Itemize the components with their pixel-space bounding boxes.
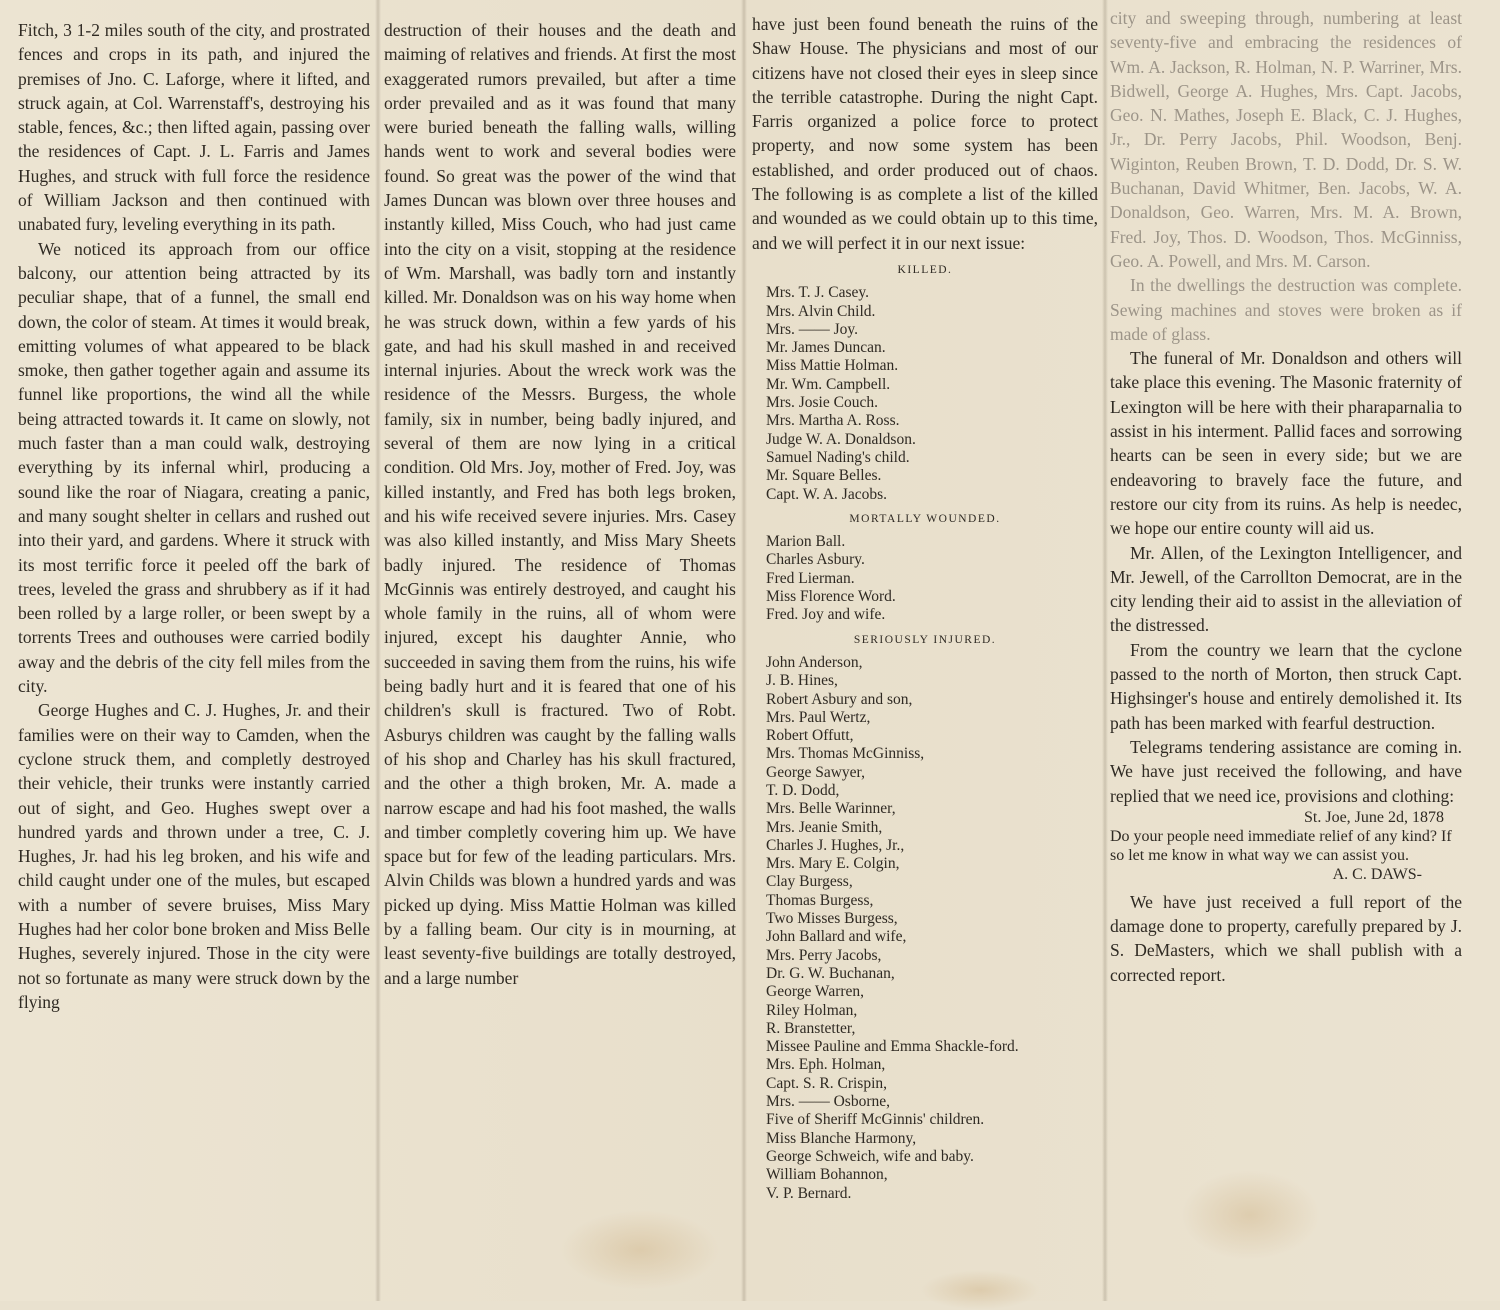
killed-name: Mr. Square Belles. <box>766 467 882 485</box>
seriously-injured-name: Mrs. —— Osborne, <box>766 1093 890 1111</box>
article-column-1 <box>18 18 370 1287</box>
paragraph: From the country we learn that the cyclone passed to the north of Morton, then struck Capt. Highsinger's house and entirely demolished it. Its path has been marked with fearful destruction. <box>1110 639 1462 733</box>
paragraph: have just been found beneath the ruins of the Shaw House. The physicians and most of our citizens have not closed their eyes in sleep since the terrible catastrophe. During the night Capt. Farris organized a police force to protect property, and now some system has been established, and order produced out of chaos. The following is as complete a list of the killed and wounded as we could obtain up to this time, and we will perfect it in our next issue: <box>752 14 1098 253</box>
seriously-injured-name: Missee Pauline and Emma Shackle-ford. <box>766 1038 1019 1056</box>
seriously-injured-name: Mrs. Mary E. Colgin, <box>766 855 900 873</box>
killed-name: Mr. Wm. Campbell. <box>766 375 891 393</box>
column-gutter <box>741 0 747 1301</box>
paragraph: The funeral of Mr. Donaldson and others will take place this evening. The Masonic fraternity of Lexington will be here with their pharaparnalia to assist in his interment. Pallid faces and sorrowing hearts can be seen in every side; but we are endeavoring to bravely face the future, and restore our city from its ruins. As help is needec, we hope our entire county will aid us. <box>1110 348 1462 539</box>
paragraph: Mr. Allen, of the Lexington Intelligencer, and Mr. Jewell, of the Carrollton Democrat, are in the city lending their aid to assist in the alleviation of the distressed. <box>1110 542 1462 636</box>
killed-name: Samuel Nading's child. <box>766 448 910 466</box>
killed-name: Mrs. Josie Couch. <box>766 394 878 412</box>
seriously-injured-name: Capt. S. R. Crispin, <box>766 1074 888 1092</box>
seriously-injured-name: George Sawyer, <box>766 763 865 781</box>
killed-name: Judge W. A. Donaldson. <box>766 430 916 448</box>
article-column-2 <box>384 18 736 1287</box>
killed-name: Mrs. Martha A. Ross. <box>766 412 900 430</box>
seriously-injured-name: Two Misses Burgess, <box>766 910 898 928</box>
killed-name: Mrs. T. J. Casey. <box>766 284 870 302</box>
seriously-injured-name: John Anderson, <box>766 653 863 671</box>
paragraph: George Hughes and C. J. Hughes, Jr. and their families were on their way to Camden, when the cyclone struck them, and completly destroyed their vehicle, their trunks were instantly carried out of sight, and Geo. Hughes swept over a hundred yards and thrown under a tree, C. J. Hughes, Jr. had his leg broken, and his wife and child caught under one of the mules, but escaped with a number of severe bruises, Miss Mary Hughes had her color bone broken and Miss Belle Hughes, severely injured. Those in the city were not so fortunate as many were struck down by the flying <box>18 700 370 1012</box>
column-gutter <box>1102 0 1108 1301</box>
closing-paragraph: We have just received a full report of the damage done to property, carefully prepared by J. S. DeMasters, which we shall publish with a corrected report. <box>1110 891 1462 985</box>
mortally-wounded-list <box>752 533 1098 624</box>
paragraph: destruction of their houses and the death and maiming of relatives and friends. At first the most exaggerated rumors prevailed, but after a time order prevailed and as it was found that many were buried beneath the falling walls, willing hands went to work and several bodies were found. So great was the power of the wind that James Duncan was blown over three houses and instantly killed, Miss Couch, who had just came into the city on a visit, stopping at the residence of Wm. Marshall, was badly torn and instantly killed. Mr. Donaldson was on his way home when he was struck down, within a few yards of his gate, and had his skull mashed in and received internal injuries. About the wreck work was the residence of the Messrs. Burgess, the whole family, six in number, being badly injured, and several of them are now lying in a critical condition. Old Mrs. Joy, mother of Fred. Joy, was killed instantly, and Fred has both legs broken, and his wife received severe injuries. Mrs. Casey was also killed instantly, and Miss Mary Sheets badly injured. The residence of Thomas McGinnis was entirely destroyed, and caught his whole family in the ruins, all of whom were injured, except his daughter Annie, who succeeded in saving them from the ruins, his wife being badly hurt and it is feared that one of his children's skull is fractured. Two of Robt. Asburys children was caught by the falling walls of his shop and Charley has his skull fractured, and the other a thigh broken, Mr. A. made a narrow escape and had his foot mashed, the walls and timber completly covering him up. We have space but for few of the leading particulars. Mrs. Alvin Childs was blown a hundred yards and was picked up dying. Miss Mattie Holman was killed by a falling beam. Our city is in mourning, at least seventy-five buildings are totally destroyed, and a large number <box>384 20 736 988</box>
killed-name: Mrs. Alvin Child. <box>766 302 876 320</box>
faded-paragraph: In the dwellings the destruction was complete. Sewing machines and stoves were broken as if made of glass. <box>1110 275 1462 344</box>
killed-name: Mr. James Duncan. <box>766 339 886 357</box>
seriously-injured-name: Robert Asbury and son, <box>766 690 913 708</box>
seriously-injured-name: Mrs. Paul Wertz, <box>766 708 871 726</box>
seriously-injured-name: Mrs. Thomas McGinniss, <box>766 745 925 763</box>
seriously-injured-name: Mrs. Jeanie Smith, <box>766 818 883 836</box>
mortally-wounded-name: Miss Florence Word. <box>766 588 896 606</box>
seriously-injured-name: T. D. Dodd, <box>766 781 840 799</box>
seriously-injured-name: Mrs. Eph. Holman, <box>766 1056 886 1074</box>
seriously-injured-name: Clay Burgess, <box>766 873 853 891</box>
paragraph: Fitch, 3 1-2 miles south of the city, and prostrated fences and crops in its path, and injured the premises of Jno. C. Laforge, where it lifted, and struck again, at Col. Warrenstaff's, destroying his stable, fences, &c.; then lifted again, passing over the residences of Capt. J. L. Farris and James Hughes, and struck with full force the residence of William Jackson and then continued with unabated fury, leveling everything in its path. <box>18 20 370 235</box>
seriously-injured-name: Mrs. Belle Warinner, <box>766 800 896 818</box>
column-gutter <box>375 0 381 1301</box>
paragraph: Telegrams tendering assistance are coming in. We have just received the following, and have replied that we need ice, provisions and clothing: <box>1110 736 1462 806</box>
mortally-wounded-name: Fred Lierman. <box>766 569 855 587</box>
telegram <box>1110 808 1462 884</box>
seriously-injured-name: Robert Offutt, <box>766 727 854 745</box>
seriously-injured-name: Miss Blanche Harmony, <box>766 1129 917 1147</box>
seriously-injured-name: George Warren, <box>766 983 865 1001</box>
seriously-injured-name: Dr. G. W. Buchanan, <box>766 964 895 982</box>
telegram-signature: A. C. DAWS- <box>1332 865 1422 883</box>
telegram-dateline: St. Joe, June 2d, 1878 <box>1304 808 1444 826</box>
killed-name: Mrs. —— Joy. <box>766 320 859 338</box>
seriously-injured-name: George Schweich, wife and baby. <box>766 1147 974 1165</box>
mortally-wounded-name: Charles Asbury. <box>766 551 865 569</box>
seriously-injured-heading: SERIOUSLY INJURED. <box>853 633 997 646</box>
seriously-injured-name: Thomas Burgess, <box>766 891 874 909</box>
faded-paragraph: city and sweeping through, numbering at least seventy-five and embracing the residences of Wm. A. Jackson, R. Holman, N. P. Warriner, Mrs. Bidwell, George A. Hughes, Mrs. Capt. Jacobs, Geo. N. Mathes, Joseph E. Black, C. J. Hughes, Jr., Dr. Perry Jacobs, Phil. Woodson, Benj. Wiginton, Reuben Brown, T. D. Dodd, Dr. S. W. Buchanan, David Whitmer, Ben. Jacobs, W. A. Donaldson, Geo. Warren, Mrs. M. A. Brown, Fred. Joy, Thos. D. Woodson, Thos. McGinniss, Geo. A. Powell, and Mrs. M. Carson. <box>1110 8 1462 271</box>
seriously-injured-list <box>752 654 1098 1203</box>
seriously-injured-name: R. Branstetter, <box>766 1019 856 1037</box>
seriously-injured-name: Five of Sheriff McGinnis' children. <box>766 1111 985 1129</box>
seriously-injured-name: V. P. Bernard. <box>766 1184 852 1202</box>
mortally-wounded-name: Fred. Joy and wife. <box>766 606 886 624</box>
seriously-injured-name: William Bohannon, <box>766 1166 888 1184</box>
paragraph: We noticed its approach from our office balcony, our attention being attracted by its peculiar shape, that of a funnel, the small end down, the color of steam. At times it would break, emitting volumes of what appeared to be black smoke, then gather together again and assume its funnel like proportions, the wind all the while being attracted towards it. It came on slowly, not much faster than a man could walk, destroying everything by its infernal whirl, producing a sound like the roar of Niagara, creating a panic, and many sought shelter in cellars and rushed out into their yard, and gardens. Where it struck with its most terrific force it peeled off the bark of trees, leveled the grass and shrubbery as if it had been rolled by a large roller, or been swept by a torrents Trees and outhouses were carried bodily away and the debris of the city fell miles from the city. <box>18 238 370 697</box>
seriously-injured-name: J. B. Hines, <box>766 672 838 690</box>
article-column-3 <box>752 12 1098 1287</box>
article-column-4 <box>1110 6 1462 1287</box>
seriously-injured-name: Charles J. Hughes, Jr., <box>766 836 905 854</box>
killed-heading: KILLED. <box>897 263 953 276</box>
killed-name: Miss Mattie Holman. <box>766 357 899 375</box>
seriously-injured-name: Mrs. Perry Jacobs, <box>766 946 882 964</box>
telegram-body: Do your people need immediate relief of any kind? If so let me know in what way we can assist you. <box>1110 827 1452 864</box>
seriously-injured-name: Riley Holman, <box>766 1001 858 1019</box>
killed-list <box>752 284 1098 504</box>
seriously-injured-name: John Ballard and wife, <box>766 928 907 946</box>
mortally-wounded-name: Marion Ball. <box>766 533 846 551</box>
mortally-wounded-heading: MORTALLY WOUNDED. <box>849 512 1001 525</box>
killed-name: Capt. W. A. Jacobs. <box>766 485 887 503</box>
